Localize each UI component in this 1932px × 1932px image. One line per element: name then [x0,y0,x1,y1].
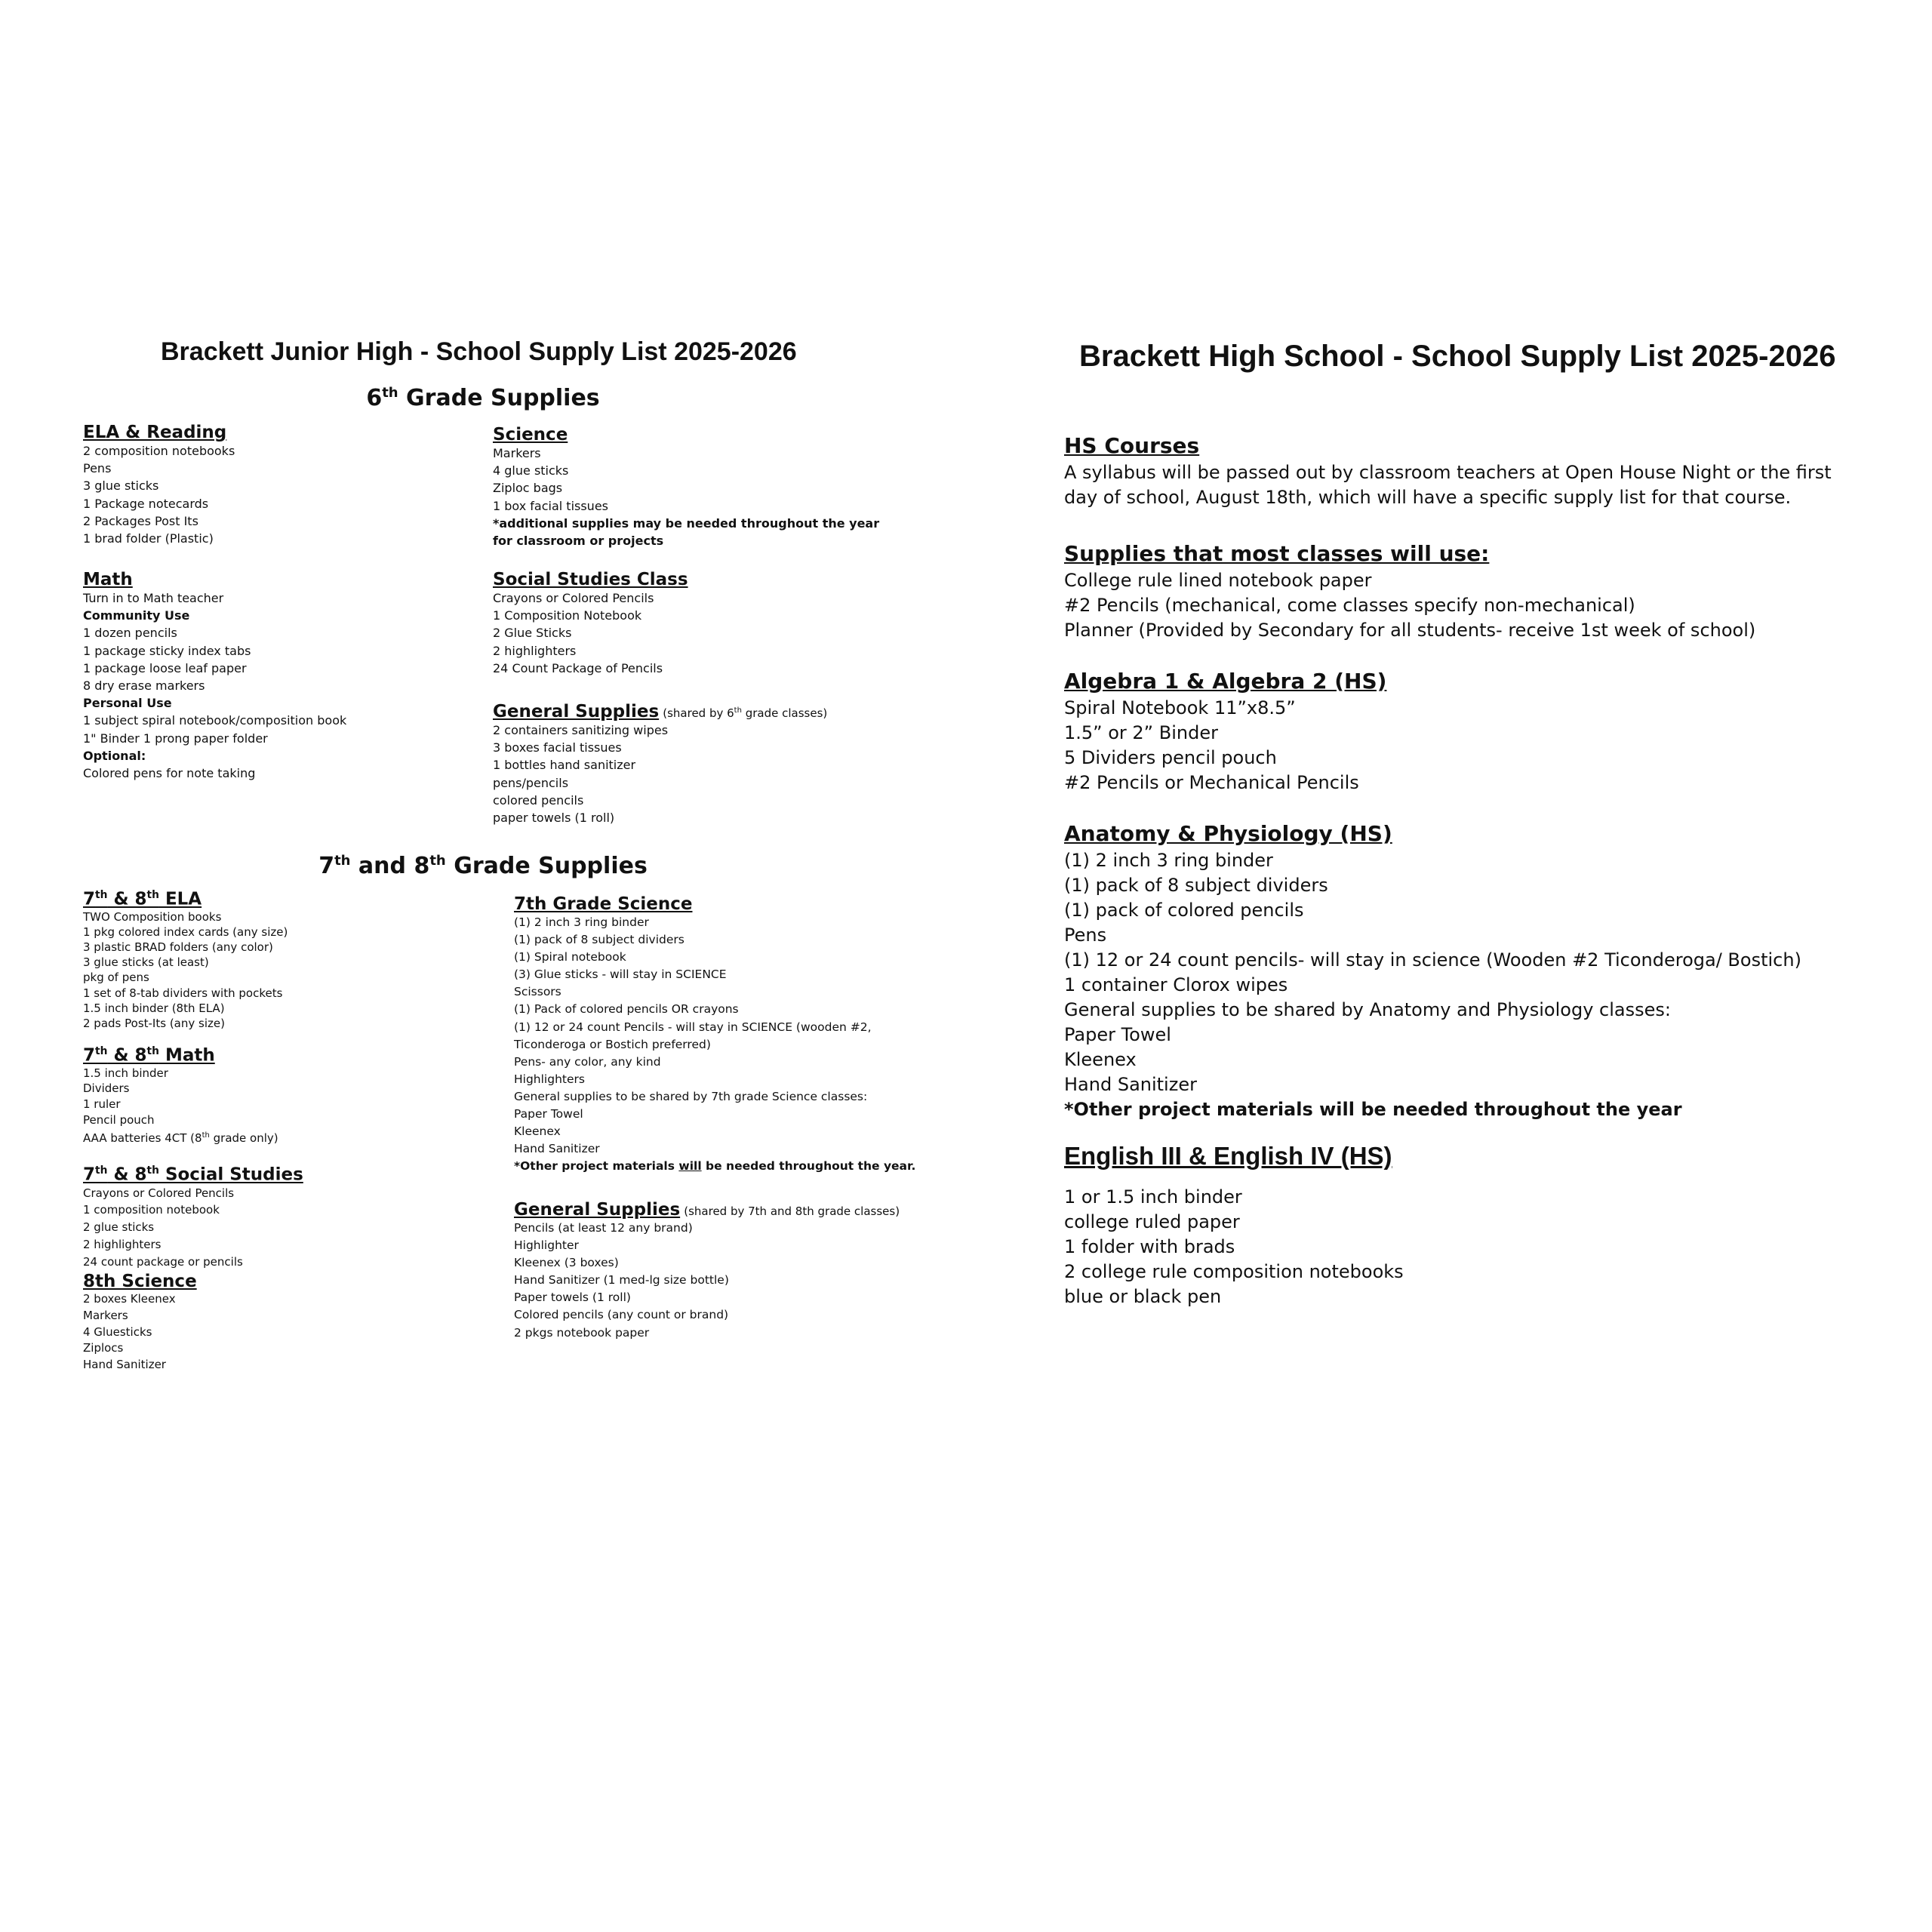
heading-part: and 8 [350,853,430,879]
anatomy-title: Anatomy & Physiology (HS) [1064,821,1392,846]
list-item: Kleenex (3 boxes) [514,1256,619,1270]
heading-sup: th [334,853,351,869]
g78-ela-list [83,909,288,1032]
list-item: Ticonderoga or Bostich preferred) [514,1037,711,1051]
g78-math-title [83,1045,278,1066]
english-section [1064,1141,1404,1309]
grade78-heading [294,853,672,879]
list-item: pkg of pens [83,971,149,985]
list-item: colored pencils [493,792,584,808]
list-item: Scissors [514,985,561,999]
item-sup: th [202,1131,210,1140]
g6-general-list [493,721,827,826]
list-item: Pencils (at least 12 any brand) [514,1221,693,1235]
g7-science-section [514,894,915,1175]
most-classes-list [1064,568,1755,643]
g78-ela-title [83,889,288,909]
list-item: 1 dozen pencils [83,626,177,641]
list-item: 1 Composition Notebook [493,608,642,623]
list-subheading: Optional: [83,748,146,763]
list-item: 1 bottles hand sanitizer [493,758,636,773]
hs-courses-text: A syllabus will be passed out by classroom teachers at Open House Night or the first day of school, August 18th, which will have a specific supply list for that course. [1064,462,1832,508]
g6-science-list [493,445,885,549]
anatomy-section [1064,820,1801,1122]
g78-social-studies-section [83,1164,303,1271]
list-item: 1 pkg colored index cards (any size) [83,924,288,939]
list-item: Hand Sanitizer [1064,1074,1197,1095]
g78-general-list [514,1220,900,1342]
list-item: 8 dry erase markers [83,678,205,694]
algebra-title: Algebra 1 & Algebra 2 (HS) [1064,669,1387,694]
g78-ela-section [83,889,288,1031]
note-part: be needed throughout the year. [701,1159,916,1174]
list-item: 2 highlighters [83,1238,162,1252]
list-item: 2 composition notebooks [83,444,235,458]
english-list [1064,1185,1404,1309]
list-item: (1) pack of 8 subject dividers [514,933,685,947]
list-item: 2 Packages Post Its [83,513,198,528]
list-item: 3 plastic BRAD folders (any color) [83,940,273,955]
grade6-heading-num: 6 [366,385,383,411]
g7-science-list [514,914,915,1175]
title-part: 7 [83,1045,96,1066]
g6-social-studies-list [493,589,688,677]
list-item: 3 glue sticks (at least) [83,955,209,970]
list-item: 1 or 1.5 inch binder [1064,1186,1242,1208]
list-item: Markers [493,446,541,460]
list-item: pens/pencils [493,775,569,790]
list-item: (1) Spiral notebook [514,950,626,964]
title-sup: th [95,1164,108,1177]
list-item: Colored pens for note taking [83,766,256,781]
list-item: Paper Towel [514,1107,583,1121]
list-item: Ziploc bags [493,481,563,496]
title-sup: th [146,1045,159,1057]
title-part: Social Studies [158,1164,303,1185]
list-item: Hand Sanitizer [514,1142,600,1156]
list-item: TWO Composition books [83,909,222,924]
g78-social-studies-list [83,1185,303,1271]
g78-math-section [83,1045,278,1146]
list-item: 1 set of 8-tab dividers with pockets [83,986,283,1000]
list-item: Hand Sanitizer [83,1358,166,1372]
list-item: 3 boxes facial tissues [493,740,622,755]
list-item: Pencil pouch [83,1113,155,1128]
g6-social-studies-section [493,570,688,677]
heading-sup: th [429,853,446,869]
anatomy-list [1064,848,1801,1122]
note-part: *Other project materials [514,1159,679,1174]
list-item: 2 boxes Kleenex [83,1292,176,1306]
list-item: Hand Sanitizer (1 med-lg size bottle) [514,1273,729,1287]
heading-part: 7 [318,853,335,879]
list-item: 1 composition notebook [83,1203,220,1217]
list-item: #2 Pencils or Mechanical Pencils [1064,772,1359,793]
list-item: Paper towels (1 roll) [514,1291,631,1305]
list-item: blue or black pen [1064,1286,1222,1307]
hs-title: Brackett High School - School Supply List 2025-2026 [1079,340,1836,373]
most-classes-title: Supplies that most classes will use: [1064,541,1490,566]
item-part: AAA batteries 4CT (8 [83,1131,202,1145]
list-item: 1 subject spiral notebook/composition book [83,713,347,728]
list-item: Kleenex [514,1124,561,1139]
most-classes-section [1064,540,1755,643]
list-item: Highlighter [514,1238,579,1253]
title-sup: th [146,1164,159,1177]
note-text: grade classes) [741,706,828,720]
list-item: (3) Glue sticks - will stay in SCIENCE [514,968,727,982]
algebra-list [1064,696,1386,795]
hs-courses-title: HS Courses [1064,433,1200,458]
list-item: (1) 12 or 24 count pencils- will stay in science (Wooden #2 Ticonderoga/ Bostich) [1064,949,1801,971]
list-item: 1 box facial tissues [493,498,608,513]
list-item: (1) 2 inch 3 ring binder [514,915,649,929]
grade6-heading [332,385,634,411]
list-item [83,1128,278,1146]
list-subheading: Personal Use [83,696,172,711]
list-item: Crayons or Colored Pencils [493,591,654,605]
list-item: Pens [1064,924,1107,946]
list-item: Turn in to Math teacher [83,591,224,605]
list-item: 2 glue sticks [83,1220,155,1235]
g6-ela-list [83,442,235,547]
g6-ela-section [83,423,235,547]
list-item: 3 glue sticks [83,478,159,494]
title-part: & 8 [107,889,147,909]
g6-science-section [493,425,885,549]
list-item: 1 package sticky index tabs [83,643,251,658]
list-item: 24 Count Package of Pencils [493,660,663,675]
list-item: (1) 2 inch 3 ring binder [1064,850,1273,871]
list-item: Kleenex [1064,1049,1137,1070]
list-item: General supplies to be shared by Anatomy and Physiology classes: [1064,999,1671,1020]
g78-general-section [514,1200,900,1342]
list-subheading: Community Use [83,608,190,623]
list-item: 1 Package notecards [83,496,209,511]
list-item: 1.5” or 2” Binder [1064,722,1218,743]
g78-general-title: General Supplies [514,1200,681,1220]
list-item: (1) pack of 8 subject dividers [1064,875,1328,896]
g6-general-title: General Supplies [493,702,660,721]
list-item: college ruled paper [1064,1211,1240,1232]
list-item: Pens- any color, any kind [514,1054,661,1069]
title-part: & 8 [107,1045,147,1066]
g6-ela-title: ELA & Reading [83,423,227,442]
list-item: 4 Gluesticks [83,1324,152,1339]
list-item: 2 Glue Sticks [493,626,572,641]
g6-math-section [83,570,346,782]
list-item: Ziplocs [83,1341,124,1355]
list-item: 2 containers sanitizing wipes [493,723,669,737]
list-item: Highlighters [514,1072,585,1086]
list-item: Markers [83,1308,128,1322]
science-note: *additional supplies may be needed throughout the year for classroom or projects [493,515,880,549]
note-underline: will [678,1159,702,1174]
list-item: paper towels (1 roll) [493,811,615,826]
g8-science-title: 8th Science [83,1272,197,1291]
anatomy-note: *Other project materials will be needed throughout the year [1064,1099,1682,1120]
g6-general-heading [493,702,827,721]
g8-science-list [83,1291,197,1374]
title-sup: th [146,889,159,901]
algebra-section [1064,667,1386,795]
list-item: Spiral Notebook 11”x8.5” [1064,697,1296,718]
grade6-heading-sup: th [382,385,398,401]
title-part: ELA [158,889,202,909]
g6-math-list [83,589,346,782]
list-item: College rule lined notebook paper [1064,570,1372,591]
list-item: 1 package loose leaf paper [83,660,247,675]
list-item: Paper Towel [1064,1024,1171,1045]
g78-math-list [83,1066,278,1146]
list-item: 2 pads Post-Its (any size) [83,1017,225,1031]
heading-part: Grade Supplies [445,853,648,879]
item-part: grade only) [209,1131,278,1145]
list-item: 2 highlighters [493,643,577,658]
title-part: & 8 [107,1164,147,1185]
list-item: (1) Pack of colored pencils OR crayons [514,1002,739,1017]
note-text: (shared by 6 [663,706,734,720]
science7-note [514,1158,915,1175]
list-item: 1" Binder 1 prong paper folder [83,731,268,746]
list-item: (1) pack of colored pencils [1064,900,1304,921]
title-part: Math [158,1045,215,1066]
title-part: 7 [83,889,96,909]
list-item: #2 Pencils (mechanical, come classes specify non-mechanical) [1064,595,1635,616]
jh-title: Brackett Junior High - School Supply List 2025-2026 [161,337,797,366]
list-item: (1) 12 or 24 count Pencils - will stay in SCIENCE (wooden #2, [514,1020,872,1034]
g6-science-title: Science [493,425,568,445]
g78-social-studies-title [83,1164,303,1185]
note-sup: th [734,706,742,715]
g78-general-note: (shared by 7th and 8th grade classes) [684,1204,900,1218]
list-item: 1 brad folder (Plastic) [83,531,214,546]
list-item: 1.5 inch binder [83,1066,168,1080]
g8-science-section [83,1272,197,1374]
list-item: Colored pencils (any count or brand) [514,1308,729,1322]
list-item: 24 count package or pencils [83,1254,243,1269]
list-item: Dividers [83,1081,130,1096]
list-item: Pens [83,461,112,476]
g78-general-heading [514,1200,900,1220]
list-item: 4 glue sticks [493,463,569,478]
hs-courses-section [1064,432,1849,510]
list-item: 1.5 inch binder (8th ELA) [83,1001,225,1015]
grade6-heading-rest: Grade Supplies [398,385,600,411]
g6-general-note [663,706,827,720]
list-item: 2 pkgs notebook paper [514,1325,650,1340]
list-item: Crayons or Colored Pencils [83,1186,235,1200]
g7-science-title: 7th Grade Science [514,894,693,914]
list-item: 2 college rule composition notebooks [1064,1261,1404,1282]
english-title: English III & English IV (HS) [1064,1142,1392,1170]
list-item: 1 container Clorox wipes [1064,974,1288,995]
g6-social-studies-title: Social Studies Class [493,570,688,589]
list-item: 1 folder with brads [1064,1236,1235,1257]
list-item: General supplies to be shared by 7th grade Science classes: [514,1089,868,1103]
list-item: Planner (Provided by Secondary for all students- receive 1st week of school) [1064,620,1756,641]
title-part: 7 [83,1164,96,1185]
list-item: 5 Dividers pencil pouch [1064,747,1277,768]
list-item: 1 ruler [83,1097,121,1112]
g6-general-section [493,702,827,826]
title-sup: th [95,889,108,901]
title-sup: th [95,1045,108,1057]
g6-math-title: Math [83,570,133,589]
